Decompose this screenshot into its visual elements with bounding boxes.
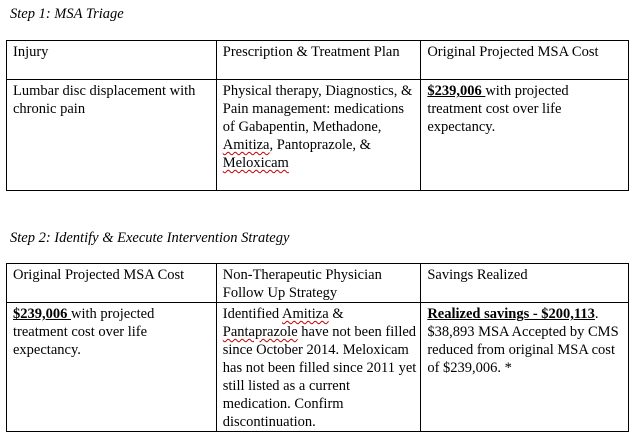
table-row (7, 80, 629, 191)
savings-cell (421, 303, 629, 432)
table-row (7, 303, 629, 432)
cost-cell (421, 80, 629, 191)
injury-header: Injury (7, 41, 217, 80)
intervention-strategy-table (6, 263, 629, 432)
cost-text: with projected treatment cost over life expectancy. (427, 83, 569, 135)
amitiza-drug-name: Amitiza (281, 306, 329, 322)
table-header-row (7, 264, 629, 303)
strategy-cell (216, 303, 421, 432)
savings-header: Savings Realized (421, 264, 629, 303)
strategy-text-b: & (328, 306, 344, 322)
strategy-header: Non-Therapeutic Physician Follow Up Strategy (216, 264, 421, 303)
injury-cell: Lumbar disc displacement with chronic pain (7, 80, 217, 191)
savings-text: . $38,893 MSA Accepted by CMS reduced from original MSA cost of $239,006. * (427, 306, 619, 376)
pantaprazole-drug-name: Pantaprazole (222, 324, 298, 340)
plan-header: Prescription & Treatment Plan (216, 41, 421, 80)
msa-triage-table (6, 40, 629, 191)
plan-text-b: , Pantoprazole, & (269, 137, 371, 153)
strategy-text-c: have not been filled since October 2014. Meloxicam has not been filled since 2011 yet still listed as a current medication. Confirm discontinuation. (222, 324, 417, 430)
meloxicam-drug-name: Meloxicam (222, 155, 289, 171)
table-header-row (7, 41, 629, 80)
amitiza-drug-name: Amitiza (222, 137, 270, 153)
step1-heading: Step 1: MSA Triage (10, 6, 124, 22)
cost-cell (7, 303, 217, 432)
cost-amount: $239,006 (427, 83, 486, 99)
cost-text: with projected treatment cost over life expectancy. (13, 306, 155, 358)
step2-heading: Step 2: Identify & Execute Intervention Strategy (10, 230, 290, 246)
cost-amount: $239,006 (13, 306, 71, 322)
realized-savings: Realized savings - $200,113 (427, 306, 595, 322)
plan-cell (216, 80, 421, 191)
cost-header: Original Projected MSA Cost (7, 264, 217, 303)
cost-header: Original Projected MSA Cost (421, 41, 629, 80)
plan-text-a: Physical therapy, Diagnostics, & Pain management: medications of Gabapentin, Methadone, (222, 83, 413, 135)
strategy-text-a: Identified (222, 306, 282, 322)
